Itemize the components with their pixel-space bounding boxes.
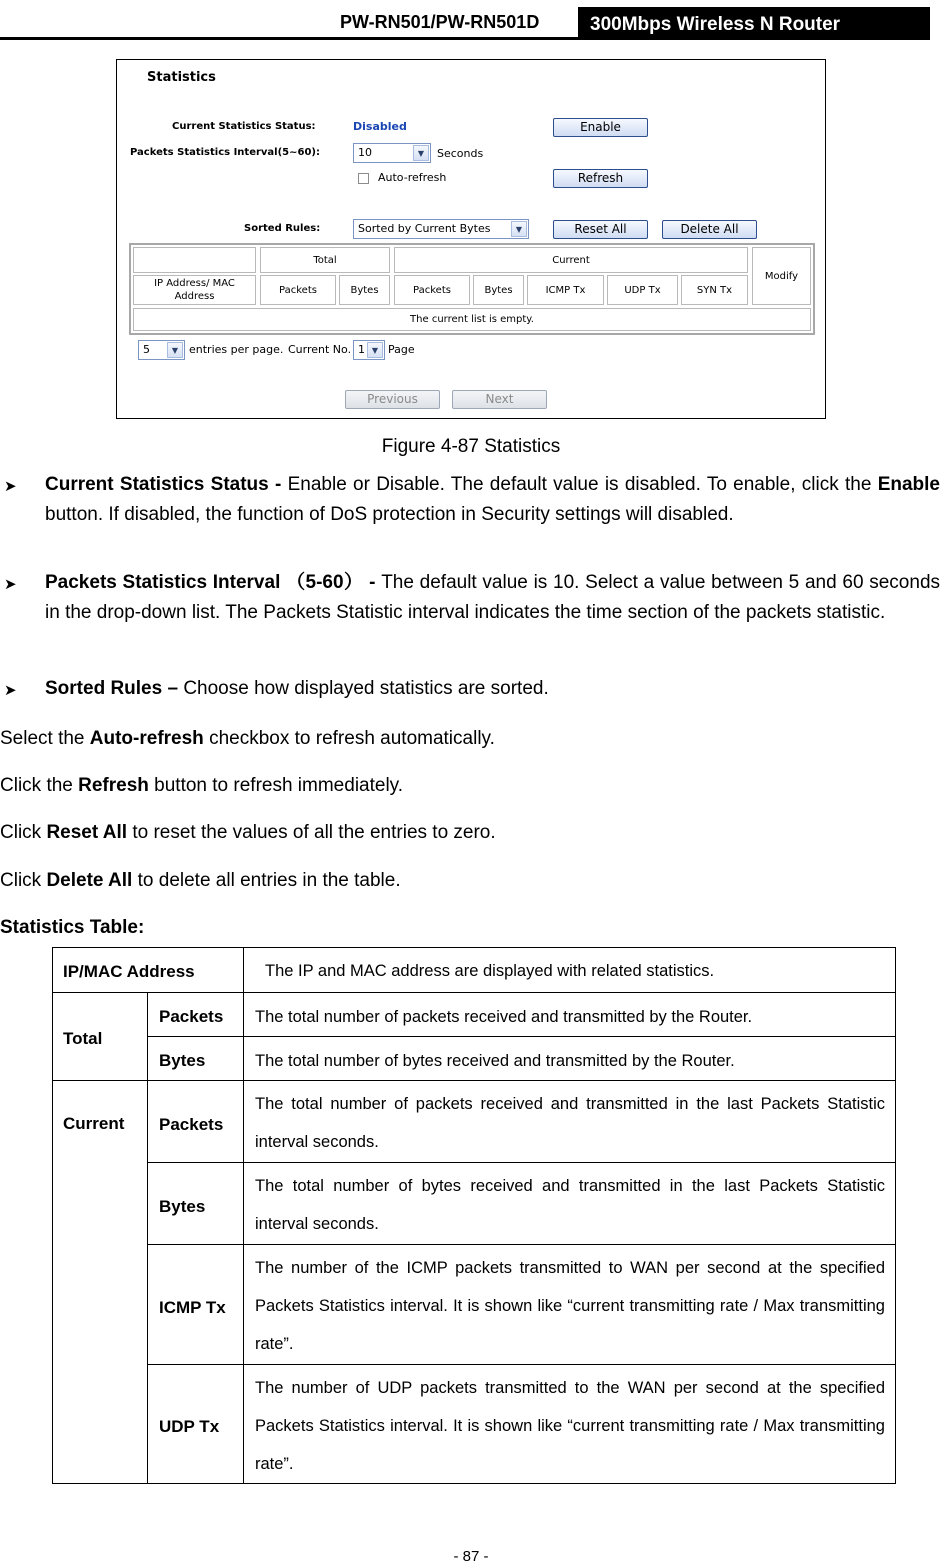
refresh-instruction <box>0 775 403 796</box>
header-rule <box>0 37 930 40</box>
empty-list-message: The current list is empty. <box>133 308 811 331</box>
blank-header-cell <box>133 247 256 273</box>
current-packets-description: The total number of packets received and transmitted in the last Packets Statistic interval seconds. <box>255 1095 885 1151</box>
page-label: Page <box>388 343 415 356</box>
line-bold: Reset All <box>46 822 128 843</box>
bullet-arrow-icon: ➤ <box>4 576 17 593</box>
table-rule <box>147 992 148 1484</box>
statistics-title: Statistics <box>147 70 216 85</box>
icmp-tx-header: ICMP Tx <box>527 275 604 305</box>
icmp-tx-term: ICMP Tx <box>159 1298 226 1317</box>
table-rule <box>243 948 244 992</box>
chevron-down-icon: ▼ <box>167 342 183 358</box>
interval-label: Packets Statistics Interval(5~60): <box>130 147 320 158</box>
previous-button[interactable]: Previous <box>345 390 440 409</box>
table-rule <box>53 1080 895 1081</box>
bullet-text: button. If disabled, the function of DoS protection in Security settings will disabled. <box>45 503 734 525</box>
document-product: 300Mbps Wireless N Router <box>578 7 930 40</box>
ip-mac-header: IP Address/ MAC Address <box>133 275 256 305</box>
total-packets-term: Packets <box>159 1007 224 1026</box>
line-bold: Refresh <box>78 775 149 796</box>
total-bytes-description: The total number of bytes received and transmitted by the Router. <box>255 1052 735 1070</box>
icmp-tx-description: The number of the ICMP packets transmitted to WAN per second at the specified Packets Statistics interval. It is shown like “current transmitting rate / Max transmitting rate”. <box>255 1259 885 1353</box>
ip-mac-term: IP/MAC Address <box>63 962 195 981</box>
reset-all-button[interactable]: Reset All <box>553 220 648 239</box>
bullet-text: The default value is 10. Select a value between 5 and 60 seconds in the drop-down list. The Packets Statistic interval indicates the time section of the packets statistic. <box>45 572 941 623</box>
table-rule <box>53 992 895 993</box>
chevron-down-icon: ▼ <box>511 221 527 237</box>
ip-mac-description: The IP and MAC address are displayed with related statistics. <box>265 962 715 980</box>
current-no-label: Current No. <box>288 343 352 356</box>
table-rule <box>147 1364 895 1365</box>
statistics-screenshot <box>116 59 826 419</box>
udp-tx-description: The number of UDP packets transmitted to the WAN per second at the specified Packets Statistics interval. It is shown like “current transmitting rate / Max transmitting rate”. <box>255 1379 885 1473</box>
bullet-term: Packets Statistics Interval （5-60） - <box>45 572 376 593</box>
interval-select[interactable] <box>353 143 431 163</box>
line-bold: Auto-refresh <box>89 728 204 749</box>
current-header: Current <box>394 247 748 273</box>
document-model: PW-RN501/PW-RN501D <box>340 12 540 32</box>
current-packets-header: Packets <box>394 275 470 305</box>
current-bytes-term: Bytes <box>159 1197 206 1216</box>
auto-refresh-instruction <box>0 728 495 749</box>
entries-label: entries per page. <box>189 343 284 356</box>
bullet-term: Current Statistics Status - <box>45 474 282 495</box>
table-rule <box>147 1162 895 1163</box>
line-text: Click <box>0 822 47 843</box>
bullet-text: Choose how displayed statistics are sorted. <box>178 678 549 699</box>
delete-all-instruction <box>0 870 401 891</box>
sorted-rules-value: Sorted by Current Bytes <box>358 222 491 235</box>
statistics-definition-table <box>52 947 896 1484</box>
total-bytes-term: Bytes <box>159 1051 206 1070</box>
modify-header: Modify <box>752 247 811 305</box>
status-value: Disabled <box>353 120 407 133</box>
line-text: checkbox to refresh automatically. <box>203 728 495 749</box>
table-rule <box>243 992 244 1484</box>
table-rule <box>147 1244 895 1245</box>
bullet-arrow-icon: ➤ <box>4 682 17 699</box>
page-number: - 87 - <box>453 1548 489 1565</box>
current-bytes-header: Bytes <box>473 275 524 305</box>
line-text: to delete all entries in the table. <box>132 870 401 891</box>
reset-all-instruction <box>0 822 496 843</box>
current-bytes-description: The total number of bytes received and transmitted in the last Packets Statistic interval seconds. <box>255 1177 885 1233</box>
figure-caption: Figure 4-87 Statistics <box>381 436 561 457</box>
auto-refresh-checkbox[interactable] <box>358 173 369 184</box>
current-term: Current <box>63 1114 125 1133</box>
total-bytes-header: Bytes <box>339 275 390 305</box>
sorted-rules-select[interactable] <box>353 219 529 239</box>
refresh-button[interactable]: Refresh <box>553 169 648 188</box>
line-text: Click <box>0 870 47 891</box>
chevron-down-icon: ▼ <box>413 145 429 161</box>
sorted-rules-label: Sorted Rules: <box>244 223 321 234</box>
seconds-label: Seconds <box>437 147 484 160</box>
table-rule <box>147 1036 895 1037</box>
next-button[interactable]: Next <box>452 390 547 409</box>
line-bold: Delete All <box>46 870 133 891</box>
udp-tx-header: UDP Tx <box>607 275 678 305</box>
chevron-down-icon: ▼ <box>367 342 383 358</box>
line-text: to reset the values of all the entries to zero. <box>127 822 496 843</box>
statistics-table-heading: Statistics Table: <box>0 917 145 938</box>
status-label: Current Statistics Status: <box>172 121 316 132</box>
current-page-select[interactable] <box>353 340 385 360</box>
line-text: Click the <box>0 775 79 796</box>
total-header: Total <box>260 247 390 273</box>
total-packets-header: Packets <box>260 275 336 305</box>
interval-value: 10 <box>358 146 372 159</box>
bullet-arrow-icon: ➤ <box>4 478 17 495</box>
bullet-sorted-rules <box>45 674 940 704</box>
enable-button[interactable]: Enable <box>553 118 648 137</box>
bullet-current-statistics-status <box>45 470 940 529</box>
bullet-term: Sorted Rules – <box>45 678 179 699</box>
entries-per-page-select[interactable] <box>138 340 185 360</box>
auto-refresh-label: Auto-refresh <box>378 171 447 184</box>
entries-value: 5 <box>143 343 150 356</box>
bullet-term-enable: Enable <box>877 474 940 495</box>
total-term: Total <box>63 1029 103 1048</box>
bullet-text: Enable or Disable. The default value is disabled. To enable, click the <box>281 474 878 495</box>
current-no-value: 1 <box>358 343 365 356</box>
syn-tx-header: SYN Tx <box>681 275 748 305</box>
line-text: Select the <box>0 728 90 749</box>
bullet-packets-statistics-interval <box>45 568 940 627</box>
statistics-table <box>129 243 815 335</box>
current-packets-term: Packets <box>159 1115 224 1134</box>
line-text: button to refresh immediately. <box>148 775 404 796</box>
delete-all-button[interactable]: Delete All <box>662 220 757 239</box>
total-packets-description: The total number of packets received and transmitted by the Router. <box>255 1008 753 1026</box>
udp-tx-term: UDP Tx <box>159 1417 220 1436</box>
